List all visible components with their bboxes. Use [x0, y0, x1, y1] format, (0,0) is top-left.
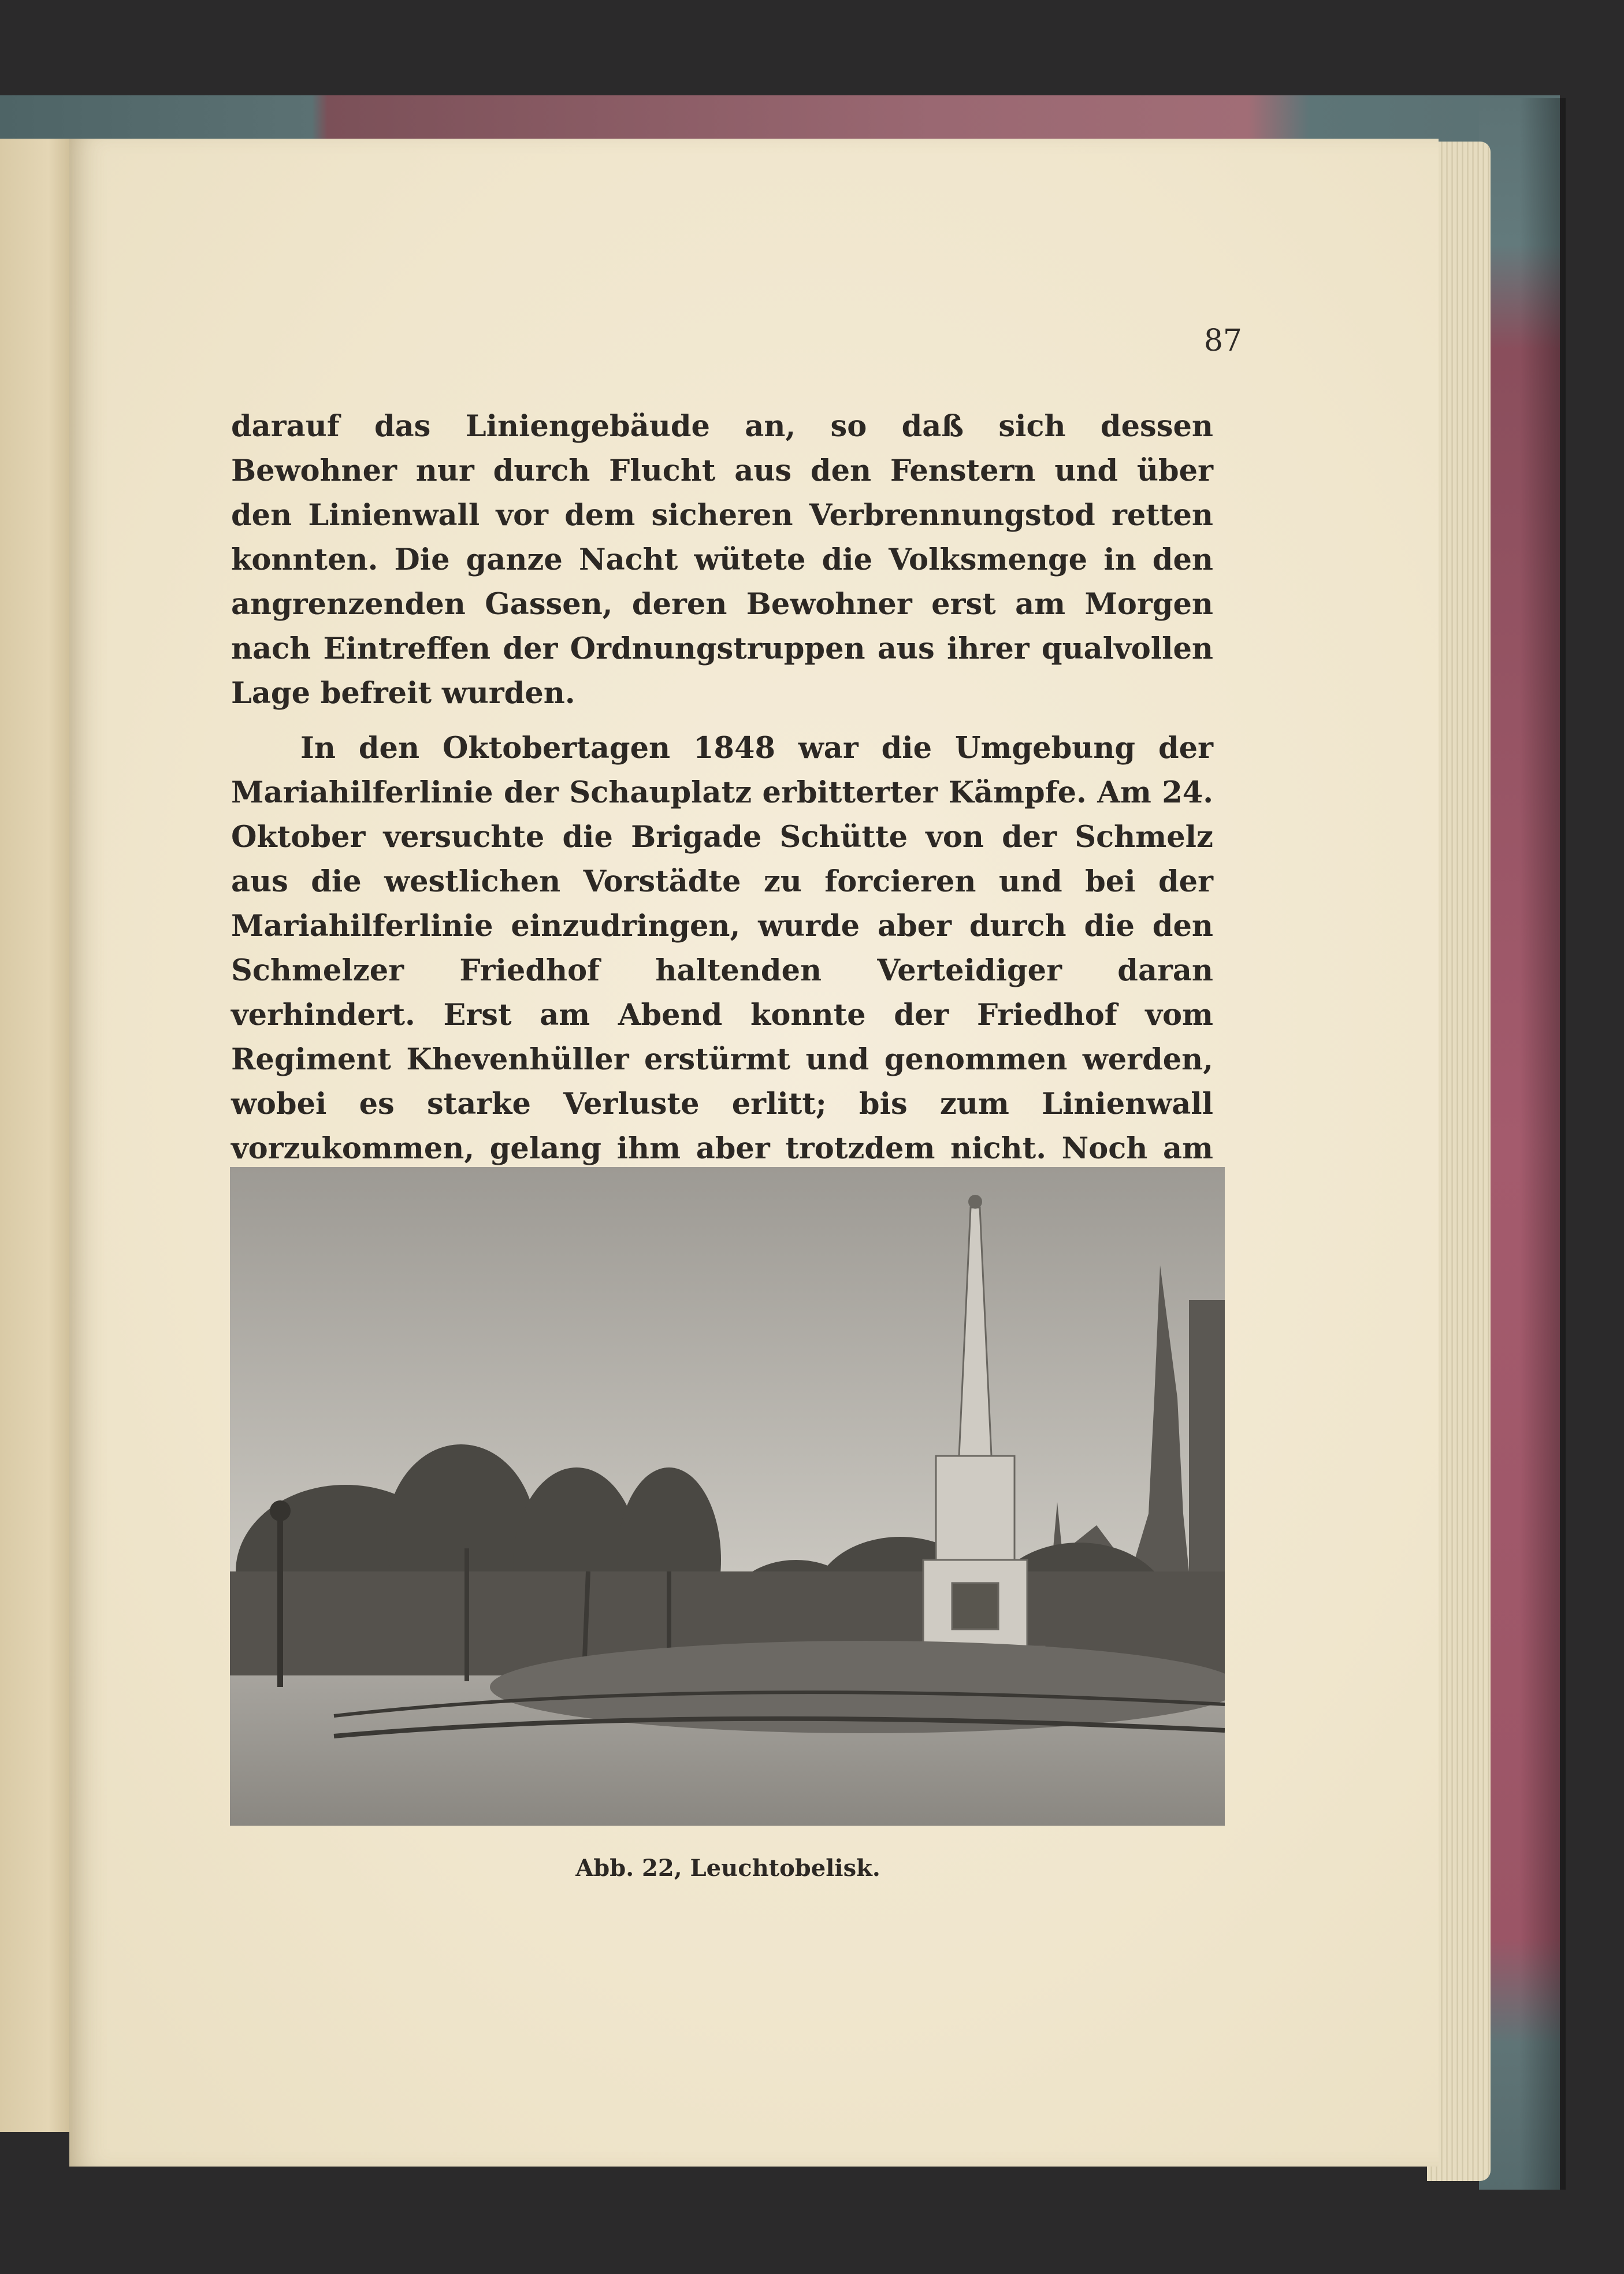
lamp-post [277, 1514, 283, 1687]
obelisk-finial [968, 1195, 982, 1209]
paragraph-2: In den Oktobertagen 1848 war die Umgebung der Mariahilferlinie der Schauplatz erbitterter Kämpfe. Am 24. Oktober versuchte die Brigade Schütte von der Schmelz aus die westlichen Vorstädte zu forcieren und bei der Mariahilferlinie einzudringen, wurde aber durch die den Schmelzer Friedhof haltenden Verteidiger daran verhindert. Erst am Abend konnte der Friedhof vom Regiment Khevenhüller erstürmt und genommen werden, wobei es starke Verluste erlitt; bis zum Linienwall vorzukommen, gelang ihm aber trotzdem nicht. Noch am [231, 731, 1213, 1166]
page-number: 87 [1203, 324, 1242, 358]
book-cover-shadow [1519, 98, 1566, 2190]
obelisk-photograph [230, 1167, 1225, 1826]
paragraph-1: darauf das Liniengebäude an, so daß sich dessen Bewohner nur durch Flucht aus den Fenstern und über den Linienwall vor dem sicheren Verbrennungstod retten konnten. Die ganze Nacht wütete die Volksmenge in den angrenzenden Gassen, deren Bewohner erst am Morgen nach Eintreffen der Ordnungstruppen aus ihrer qualvollen Lage befreit wurden. [231, 409, 1213, 711]
figure-caption: Abb. 22, Leuchtobelisk. [575, 1855, 880, 1882]
facing-page-edge [0, 139, 81, 2132]
